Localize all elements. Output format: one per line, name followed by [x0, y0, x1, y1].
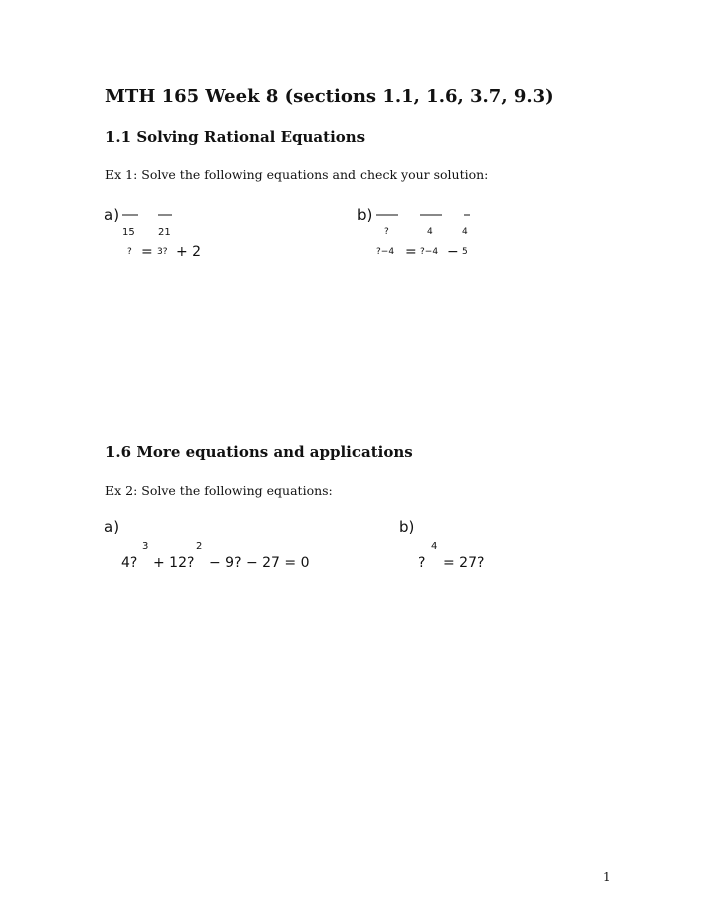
denominator: ?	[127, 247, 132, 257]
equation-label: a)	[104, 518, 120, 536]
section-heading-1-1: 1.1 Solving Rational Equations	[105, 128, 366, 146]
page-number: 1	[603, 870, 611, 884]
equation-label: b)	[399, 518, 415, 536]
page-title: MTH 165 Week 8 (sections 1.1, 1.6, 3.7, 9.3)	[105, 86, 554, 107]
denominator: ?−4	[376, 247, 395, 257]
denominator: 5	[462, 247, 468, 257]
fraction-bar	[158, 214, 172, 216]
exponent: 2	[196, 541, 203, 552]
numerator: 21	[158, 227, 171, 238]
denominator: ?−4	[420, 247, 439, 257]
section-heading-1-6: 1.6 More equations and applications	[105, 443, 413, 461]
fraction-bar	[376, 214, 398, 216]
numerator: 15	[122, 227, 135, 238]
fraction-bar	[420, 214, 442, 216]
numerator: ?	[384, 227, 389, 237]
fraction-bar	[464, 214, 470, 216]
numerator: 4	[462, 227, 468, 237]
equation-term: − 9? − 27 = 0	[209, 555, 310, 571]
instruction-ex2: Ex 2: Solve the following equations:	[105, 483, 333, 498]
minus-sign: −	[447, 244, 459, 260]
equation-term: 4?	[121, 555, 138, 571]
equation-term: = 27?	[443, 555, 485, 571]
equation-term: + 12?	[153, 555, 195, 571]
numerator: 4	[427, 227, 433, 237]
equation-term: ?	[418, 555, 426, 571]
exponent: 4	[431, 541, 438, 552]
instruction-ex1: Ex 1: Solve the following equations and check your solution:	[105, 167, 489, 182]
denominator: 3?	[157, 247, 168, 257]
fraction-bar	[122, 214, 138, 216]
equation-term: + 2	[176, 244, 202, 260]
equation-label: a)	[104, 206, 120, 224]
equals-sign: =	[405, 244, 417, 260]
exponent: 3	[142, 541, 149, 552]
equation-label: b)	[357, 206, 373, 224]
equals-sign: =	[141, 244, 153, 260]
